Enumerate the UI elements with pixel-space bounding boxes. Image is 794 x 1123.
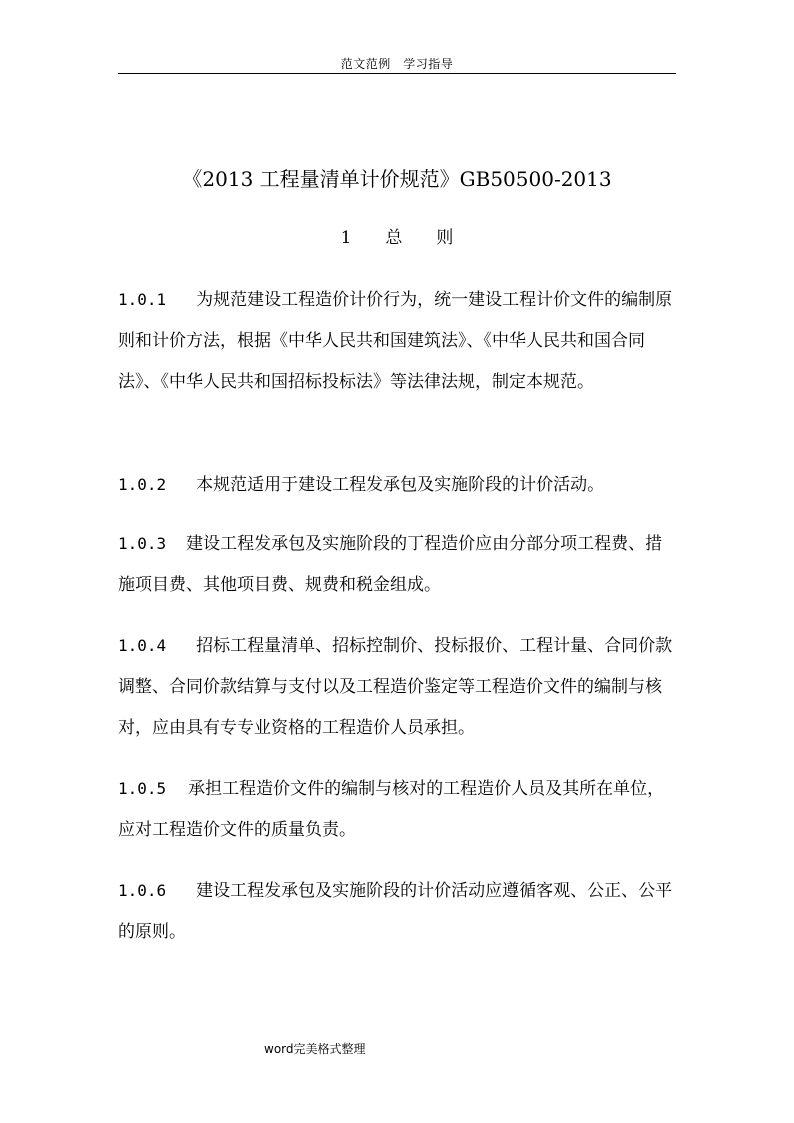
clause-1-0-2 <box>118 464 678 506</box>
clause-1-0-5 <box>118 768 678 851</box>
clause-text: 本规范适用于建设工程发承包及实施阶段的计价活动。 <box>196 475 605 495</box>
clause-number: 1.0.1 <box>118 290 167 309</box>
clause-text: 建设工程发承包及实施阶段的计价活动应遵循客观、公正、公平的原则。 <box>118 881 673 942</box>
document-title: 《2013 工程量清单计价规范》GB50500-2013 <box>182 167 612 191</box>
header-divider <box>118 73 676 74</box>
page-footer: word完美格式整理 <box>264 1042 366 1056</box>
clause-text: 承担工程造价文件的编制与核对的工程造价人员及其所在单位，应对工程造价文件的质量负责。 <box>118 779 665 840</box>
clause-text: 招标工程量清单、招标控制价、投标报价、工程计量、合同价款调整、合同价款结算与支付以及工程造价鉴定等工程造价文件的编制与核对，应由具有专专业资格的工程造价人员承担。 <box>118 636 673 738</box>
clause-number: 1.0.5 <box>118 779 167 798</box>
clause-1-0-4 <box>118 625 678 749</box>
clause-1-0-1 <box>118 279 678 403</box>
clause-number: 1.0.6 <box>118 881 167 900</box>
clause-text: 为规范建设工程造价计价行为，统一建设工程计价文件的编制原则和计价方法，根据《中华人民共和国建筑法》、《中华人民共和国合同法》、《中华人民共和国招标投标法》等法律法规，制定本规范。 <box>118 290 673 392</box>
page-header: 范文范例 学习指导 <box>340 57 454 71</box>
clause-1-0-3 <box>118 523 678 606</box>
clause-text: 建设工程发承包及实施阶段的丁程造价应由分部分项工程费、措施项目费、其他项目费、规费和税金组成。 <box>118 534 663 595</box>
clause-number: 1.0.3 <box>118 534 167 553</box>
clause-1-0-6 <box>118 870 678 953</box>
clause-number: 1.0.4 <box>118 636 167 655</box>
chapter-heading: 1 总 则 <box>340 228 454 248</box>
clause-number: 1.0.2 <box>118 475 167 494</box>
